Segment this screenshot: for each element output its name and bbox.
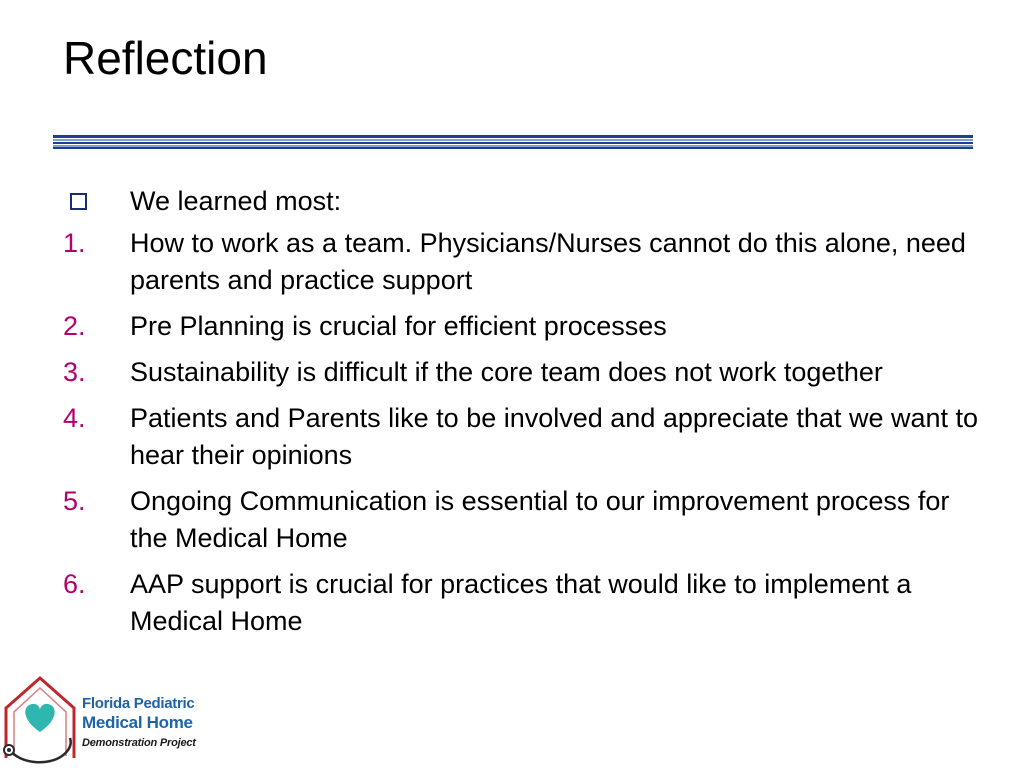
stethoscope-icon <box>10 738 71 762</box>
logo-line-1: Florida Pediatric <box>82 695 195 712</box>
list-number: 6. <box>63 569 86 599</box>
logo-line-3: Demonstration Project <box>82 737 196 749</box>
list-text: Pre Planning is crucial for efficient processes <box>130 311 667 341</box>
title-divider <box>53 135 973 149</box>
list-number: 5. <box>63 486 86 516</box>
list-number: 3. <box>63 357 86 387</box>
checkbox-icon <box>70 193 87 210</box>
list-item <box>63 483 983 557</box>
list-item <box>63 225 983 299</box>
heart-icon <box>25 704 54 732</box>
logo-line-2: Medical Home <box>82 713 193 732</box>
list-item <box>63 354 983 391</box>
list-item <box>63 308 983 345</box>
list-item <box>63 566 983 640</box>
list-text: How to work as a team. Physicians/Nurses cannot do this alone, need parents and practice support <box>130 228 966 295</box>
intro-text: We learned most: <box>130 186 342 216</box>
slide-body <box>63 183 983 649</box>
intro-item <box>63 183 983 220</box>
list-item <box>63 400 983 474</box>
list-text: Sustainability is difficult if the core team does not work together <box>130 357 883 387</box>
list-number: 1. <box>63 228 86 258</box>
list-text: Patients and Parents like to be involved and appreciate that we want to hear their opinions <box>130 403 979 470</box>
list-text: AAP support is crucial for practices that would like to implement a Medical Home <box>130 569 912 636</box>
list-text: Ongoing Communication is essential to our improvement process for the Medical Home <box>130 486 950 553</box>
list-number: 2. <box>63 311 86 341</box>
list-number: 4. <box>63 403 86 433</box>
slide-title: Reflection <box>63 32 268 84</box>
